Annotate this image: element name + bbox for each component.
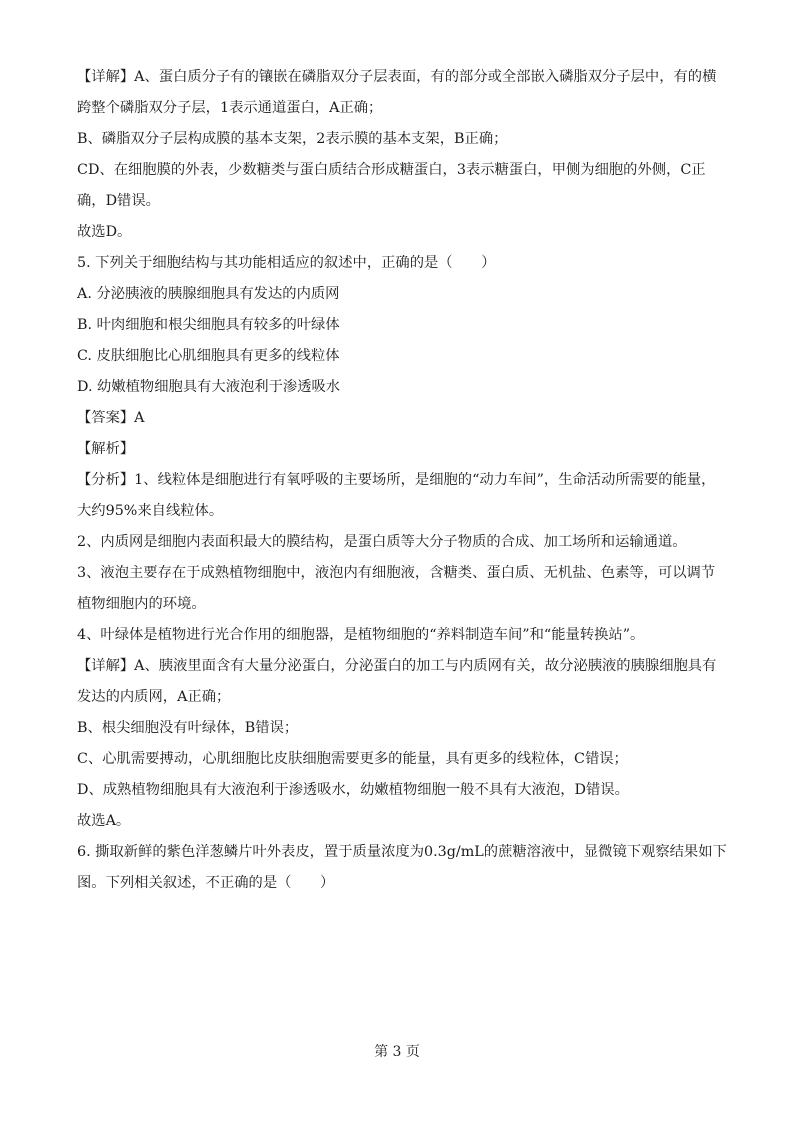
question-6-stem: 6. 撕取新鲜的紫色洋葱鳞片叶外表皮，置于质量浓度为0.3g/mL的蔗糖溶液中，显微镜下观察结果如下图。下列相关叙述，不正确的是（ ）	[77, 844, 727, 891]
detail-point-c: C、心肌需要搏动，心肌细胞比皮肤细胞需要更多的能量，具有更多的线粒体，C错误；	[77, 751, 628, 767]
detail-paragraph-b: B、磷脂双分子层构成膜的基本支架，2表示膜的基本支架，B正确；	[77, 131, 508, 147]
detail-paragraph-cd: CD、在细胞膜的外表，少数糖类与蛋白质结合形成糖蛋白，3表示糖蛋白，甲侧为细胞的外侧，C正确，D错误。	[77, 162, 706, 209]
question-5-analysis-header: 【解析】	[77, 441, 135, 457]
analysis-point-2: 2、内质网是细胞内表面积最大的膜结构，是蛋白质等大分子物质的合成、加工场所和运输通道。	[77, 534, 687, 550]
question-5-option-a: A. 分泌胰液的胰腺细胞具有发达的内质网	[77, 286, 340, 302]
detail-paragraph-a: 【详解】A、蛋白质分子有的镶嵌在磷脂双分子层表面，有的部分或全部嵌入磷脂双分子层中，有的横跨整个磷脂双分子层，1表示通道蛋白，A正确；	[77, 69, 717, 116]
detail-point-a: 【详解】A、胰液里面含有大量分泌蛋白，分泌蛋白的加工与内质网有关，故分泌胰液的胰腺细胞具有发达的内质网，A正确；	[77, 658, 717, 705]
analysis-point-3: 3、液泡主要存在于成熟植物细胞中，液泡内有细胞液，含糖类、蛋白质、无机盐、色素等，可以调节植物细胞内的环境。	[77, 565, 716, 612]
document-body	[77, 62, 727, 899]
question-5-answer: 【答案】A	[77, 410, 145, 426]
question-5-stem: 5. 下列关于细胞结构与其功能相适应的叙述中，正确的是（ ）	[77, 255, 496, 271]
page-number: 第 3 页	[374, 1044, 420, 1060]
question-5-conclusion: 故选A。	[77, 813, 131, 829]
detail-point-b: B、根尖细胞没有叶绿体，B错误；	[77, 720, 299, 736]
question-5-option-b: B. 叶肉细胞和根尖细胞具有较多的叶绿体	[77, 317, 340, 333]
conclusion-text: 故选D。	[77, 224, 132, 240]
question-5-option-c: C. 皮肤细胞比心肌细胞具有更多的线粒体	[77, 348, 340, 364]
detail-point-d: D、成熟植物细胞具有大液泡利于渗透吸水，幼嫩植物细胞一般不具有大液泡，D错误。	[77, 782, 629, 798]
analysis-point-4: 4、叶绿体是植物进行光合作用的细胞器，是植物细胞的“养料制造车间”和“能量转换站”。	[77, 627, 645, 643]
analysis-point-1: 【分析】1、线粒体是细胞进行有氧呼吸的主要场所，是细胞的“动力车间”，生命活动所需要的能量，大约95%来自线粒体。	[77, 472, 716, 519]
question-5-option-d: D. 幼嫩植物细胞具有大液泡利于渗透吸水	[77, 379, 341, 395]
